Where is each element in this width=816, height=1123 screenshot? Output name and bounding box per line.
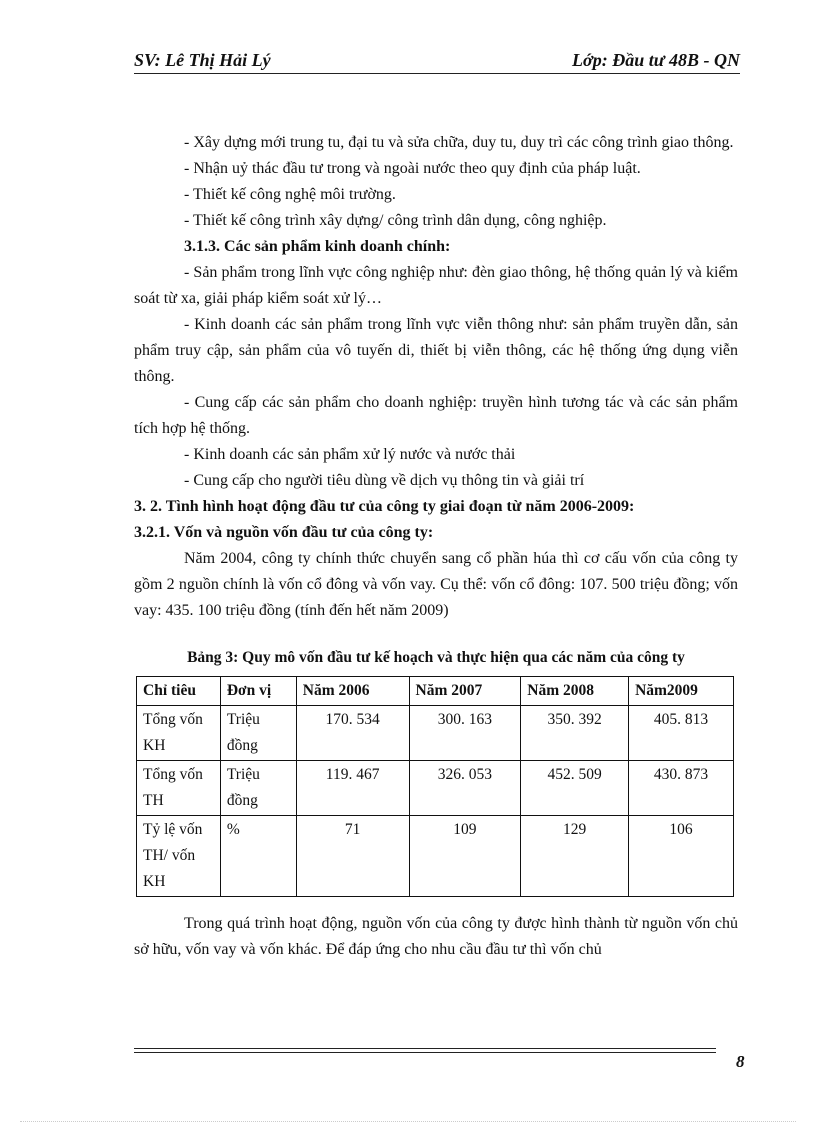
capital-table bbox=[136, 676, 734, 897]
table-header-cell: Năm 2006 bbox=[296, 677, 409, 706]
header-rule bbox=[134, 73, 740, 74]
table-cell: Triệu đồng bbox=[220, 706, 296, 761]
paragraph: - Kinh doanh các sản phẩm xử lý nước và nước thải bbox=[184, 446, 516, 463]
table-cell: 350. 392 bbox=[521, 706, 629, 761]
student-name: SV: Lê Thị Hải Lý bbox=[134, 50, 271, 70]
paragraph: Trong quá trình hoạt động, nguồn vốn của công ty được hình thành từ nguồn vốn chủ sở hữu, vốn vay và vốn khác. Để đáp ứng cho nhu cầu đầu tư thì vốn chủ bbox=[134, 915, 738, 958]
table-header-cell: Đơn vị bbox=[220, 677, 296, 706]
table-cell: 405. 813 bbox=[629, 706, 734, 761]
table-row bbox=[137, 706, 734, 761]
body-text bbox=[134, 130, 738, 624]
table-header-cell: Chỉ tiêu bbox=[137, 677, 221, 706]
table-cell: Triệu đồng bbox=[220, 761, 296, 816]
paragraph: - Xây dựng mới trung tu, đại tu và sửa chữa, duy tu, duy trì các công trình giao thông. bbox=[184, 134, 734, 151]
section-heading-3-1-3: 3.1.3. Các sản phẩm kinh doanh chính: bbox=[184, 238, 451, 255]
table-cell: Tổng vốn TH bbox=[137, 761, 221, 816]
table-header-cell: Năm2009 bbox=[629, 677, 734, 706]
table-cell: Tổng vốn KH bbox=[137, 706, 221, 761]
paragraph: - Kinh doanh các sản phẩm trong lĩnh vực viễn thông như: sản phẩm truyền dẫn, sản phẩm truy cập, sản phẩm của vô tuyến di, thiết bị viễn thông, các hệ thống ứng dụng viễn thông. bbox=[134, 316, 738, 385]
table-row bbox=[137, 816, 734, 897]
paragraph: - Cung cấp các sản phẩm cho doanh nghiệp: truyền hình tương tác và các sản phẩm tích hợp hệ thống. bbox=[134, 394, 738, 437]
paragraph: - Sản phẩm trong lĩnh vực công nghiệp như: đèn giao thông, hệ thống quản lý và kiểm soát từ xa, giải pháp kiểm soát xử lý… bbox=[134, 264, 738, 307]
table-header-row bbox=[137, 677, 734, 706]
table-cell: 452. 509 bbox=[521, 761, 629, 816]
table-cell: Tỷ lệ vốn TH/ vốn KH bbox=[137, 816, 221, 897]
paragraph: Năm 2004, công ty chính thức chuyển sang cổ phần húa thì cơ cấu vốn của công ty gồm 2 nguồn chính là vốn cổ đông và vốn vay. Cụ thể: vốn cổ đông: 107. 500 triệu đồng; vốn vay: 435. 100 triệu đồng (tính đến hết năm 2009) bbox=[134, 550, 738, 619]
table-caption: Bảng 3: Quy mô vốn đầu tư kế hoạch và thực hiện qua các năm của công ty bbox=[187, 649, 685, 666]
table-row bbox=[137, 761, 734, 816]
table-header-cell: Năm 2008 bbox=[521, 677, 629, 706]
section-heading-3-2-1: 3.2.1. Vốn và nguồn vốn đầu tư của công ty: bbox=[134, 524, 434, 541]
table-cell: 170. 534 bbox=[296, 706, 409, 761]
page-header bbox=[134, 46, 740, 74]
closing-text bbox=[134, 911, 738, 963]
table-cell: 109 bbox=[409, 816, 521, 897]
footer-rule bbox=[134, 1052, 716, 1053]
table-header-cell: Năm 2007 bbox=[409, 677, 521, 706]
table-cell: 106 bbox=[629, 816, 734, 897]
page-number: 8 bbox=[736, 1052, 745, 1071]
section-heading-3-2: 3. 2. Tình hình hoạt động đầu tư của công ty giai đoạn từ năm 2006-2009: bbox=[134, 498, 635, 515]
table-cell: 430. 873 bbox=[629, 761, 734, 816]
table-cell: % bbox=[220, 816, 296, 897]
table-cell: 71 bbox=[296, 816, 409, 897]
paragraph: - Cung cấp cho người tiêu dùng về dịch vụ thông tin và giải trí bbox=[184, 472, 585, 489]
footer-rule bbox=[134, 1048, 716, 1049]
class-label: Lớp: Đầu tư 48B - QN bbox=[572, 50, 740, 70]
table-cell: 326. 053 bbox=[409, 761, 521, 816]
paragraph: - Nhận uỷ thác đầu tư trong và ngoài nước theo quy định của pháp luật. bbox=[184, 160, 641, 177]
paragraph: - Thiết kế công nghệ môi trường. bbox=[184, 186, 396, 203]
table-cell: 119. 467 bbox=[296, 761, 409, 816]
paragraph: - Thiết kế công trình xây dựng/ công trình dân dụng, công nghiệp. bbox=[184, 212, 607, 229]
page-edge bbox=[20, 1121, 796, 1122]
table-cell: 129 bbox=[521, 816, 629, 897]
table-cell: 300. 163 bbox=[409, 706, 521, 761]
